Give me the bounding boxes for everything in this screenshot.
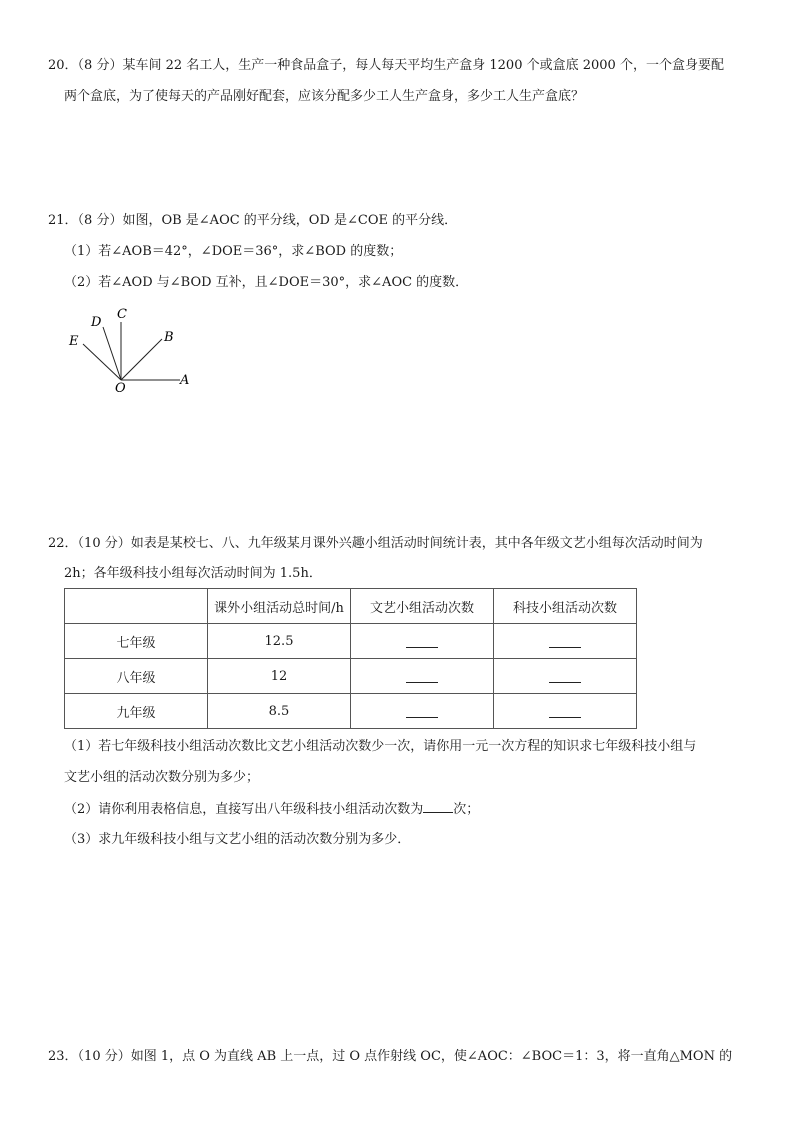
grade-cell: 九年级 [65, 694, 208, 729]
blank-cell[interactable] [351, 659, 494, 694]
q22-part1b: 文艺小组的活动次数分别为多少； [64, 770, 260, 785]
answer-blank[interactable] [549, 705, 581, 718]
table-row [65, 659, 637, 694]
q21-part2: （2）若∠AOD 与∠BOD 互补，且∠DOE＝30°，求∠AOC 的度数． [64, 275, 469, 290]
q21-part1: （1）若∠AOB＝42°，∠DOE＝36°，求∠BOD 的度数； [64, 244, 403, 259]
q22-part1a: （1）若七年级科技小组活动次数比文艺小组活动次数少一次，请你用一元一次方程的知识求七年级科技小组与 [64, 739, 697, 754]
total-cell: 8.5 [208, 694, 351, 729]
blank-cell[interactable] [351, 694, 494, 729]
answer-blank[interactable] [549, 635, 581, 648]
q22-line1: 22．（10 分）如表是某校七、八、九年级某月课外兴趣小组活动时间统计表，其中各年级文艺小组每次活动时间为 [48, 536, 703, 551]
grade-cell: 八年级 [65, 659, 208, 694]
table-header-row [65, 589, 637, 624]
q20-line1: 20．（8 分）某车间 22 名工人，生产一种食品盒子，每人每天平均生产盒身 1200 个或盒底 2000 个，一个盒身要配 [48, 58, 724, 73]
label-A: A [180, 373, 190, 388]
answer-blank[interactable] [549, 670, 581, 683]
total-cell: 12.5 [208, 624, 351, 659]
label-D: D [91, 315, 102, 330]
table-header-cell: 文艺小组活动次数 [351, 589, 494, 624]
q20-line2: 两个盒底，为了使每天的产品刚好配套，应该分配多少工人生产盒身，多少工人生产盒底？ [64, 89, 585, 104]
label-E: E [69, 334, 79, 349]
grade-cell: 七年级 [65, 624, 208, 659]
blank-cell[interactable] [494, 694, 637, 729]
q22-part2 [64, 800, 479, 819]
q21-line1: 21．（8 分）如图，OB 是∠AOC 的平分线，OD 是∠COE 的平分线． [48, 213, 458, 228]
table-row [65, 624, 637, 659]
blank-cell[interactable] [494, 624, 637, 659]
label-O: O [115, 381, 126, 396]
table-row [65, 694, 637, 729]
blank-cell[interactable] [351, 624, 494, 659]
ray-OB [121, 339, 162, 380]
total-cell: 12 [208, 659, 351, 694]
table-header-cell [65, 589, 208, 624]
table-header-cell: 科技小组活动次数 [494, 589, 637, 624]
q22-part2-suffix: 次； [453, 802, 480, 817]
answer-blank[interactable] [406, 635, 438, 648]
q22-part2-text: （2）请你利用表格信息，直接写出八年级科技小组活动次数为 [64, 802, 424, 817]
angle-figure [60, 300, 200, 400]
label-B: B [164, 330, 174, 345]
q22-part3: （3）求九年级科技小组与文艺小组的活动次数分别为多少． [64, 832, 411, 847]
blank-cell[interactable] [494, 659, 637, 694]
table-header-cell: 课外小组活动总时间/h [208, 589, 351, 624]
activity-table [64, 588, 637, 729]
answer-blank[interactable] [406, 670, 438, 683]
answer-blank[interactable] [406, 705, 438, 718]
q22-line2: 2h；各年级科技小组每次活动时间为 1.5h． [64, 566, 322, 581]
answer-blank[interactable] [423, 800, 453, 813]
q23-line1: 23．（10 分）如图 1，点 O 为直线 AB 上一点，过 O 点作射线 OC，使∠AOC：∠BOC＝1：3，将一直角△MON 的 [48, 1049, 733, 1064]
label-C: C [117, 307, 127, 322]
